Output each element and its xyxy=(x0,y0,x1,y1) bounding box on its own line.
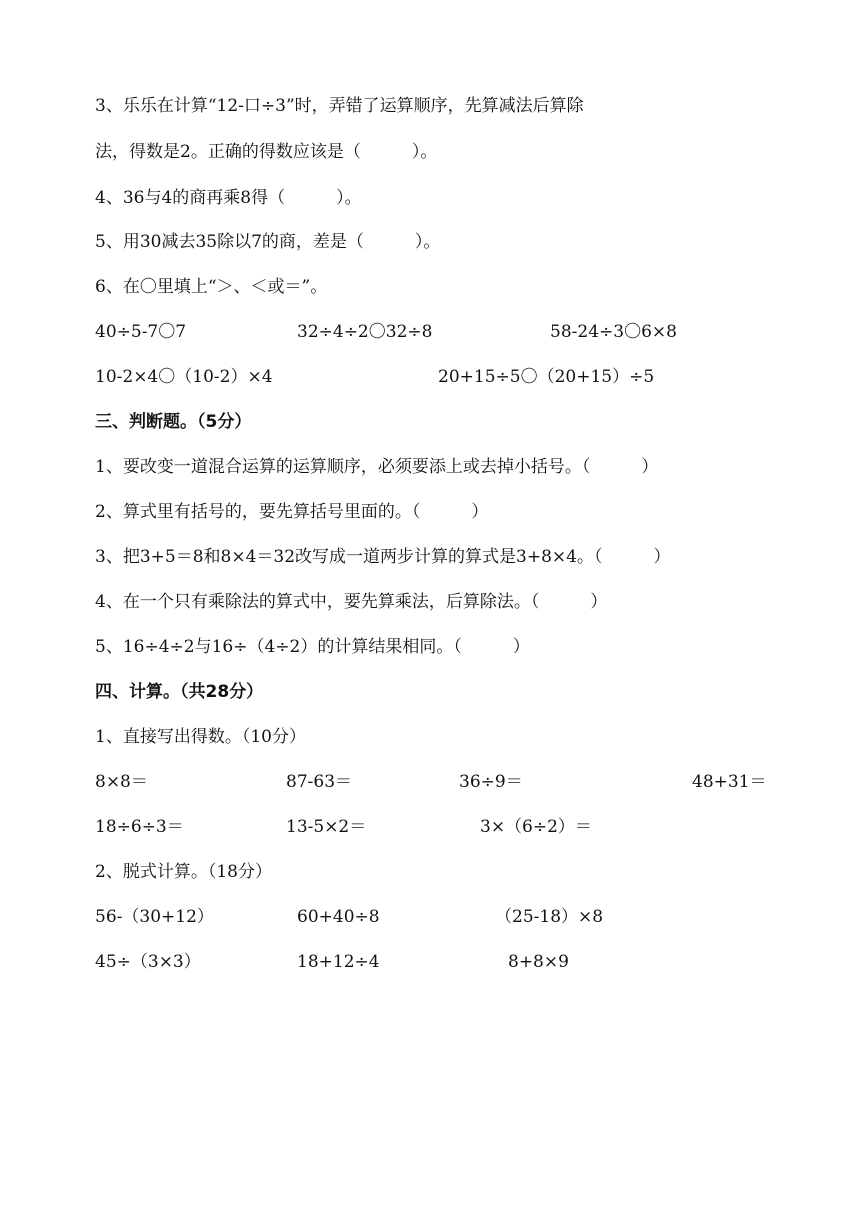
stepwise-calc-item: 60+40÷8 xyxy=(297,907,380,927)
stepwise-calc-item: （25-18）×8 xyxy=(495,907,604,927)
judge-item: 4、在一个只有乘除法的算式中，要先算乘法，后算除法。（ ） xyxy=(95,592,608,612)
question-3-line-1: 3、乐乐在计算“12-口÷3”时，弄错了运算顺序，先算减法后算除 xyxy=(95,96,584,116)
calc-subheading-2: 2、脱式计算。（18分） xyxy=(95,862,272,882)
calc-subheading-1: 1、直接写出得数。（10分） xyxy=(95,727,306,747)
judge-item: 2、算式里有括号的，要先算括号里面的。（ ） xyxy=(95,502,489,522)
oral-calc-item: 3×（6÷2）＝ xyxy=(480,817,592,837)
oral-calc-item: 13-5×2＝ xyxy=(286,817,367,837)
compare-item: 58-24÷3〇6×8 xyxy=(550,322,677,342)
oral-calc-item: 87-63＝ xyxy=(286,772,353,792)
question-6: 6、在〇里填上“＞、＜或＝”。 xyxy=(95,277,328,297)
oral-calc-item: 8×8＝ xyxy=(95,772,148,792)
question-3-line-2: 法，得数是2。正确的得数应该是（ ）。 xyxy=(95,142,438,162)
question-4: 4、36与4的商再乘8得（ ）。 xyxy=(95,188,362,208)
stepwise-calc-item: 45÷（3×3） xyxy=(95,952,201,972)
compare-item: 32÷4÷2〇32÷8 xyxy=(297,322,433,342)
judge-item: 5、16÷4÷2与16÷（4÷2）的计算结果相同。（ ） xyxy=(95,637,530,657)
section-heading-judge: 三、判断题。（5分） xyxy=(95,412,252,432)
stepwise-calc-item: 56-（30+12） xyxy=(95,907,214,927)
oral-calc-item: 36÷9＝ xyxy=(459,772,523,792)
judge-item: 3、把3+5＝8和8×4＝32改写成一道两步计算的算式是3+8×4。（ ） xyxy=(95,547,671,567)
compare-item: 40÷5-7〇7 xyxy=(95,322,187,342)
question-5: 5、用30减去35除以7的商，差是（ ）。 xyxy=(95,232,441,252)
stepwise-calc-item: 8+8×9 xyxy=(508,952,569,972)
oral-calc-item: 18÷6÷3＝ xyxy=(95,817,184,837)
judge-item: 1、要改变一道混合运算的运算顺序，必须要添上或去掉小括号。（ ） xyxy=(95,457,659,477)
compare-item: 20+15÷5〇（20+15）÷5 xyxy=(438,367,655,387)
stepwise-calc-item: 18+12÷4 xyxy=(297,952,380,972)
section-heading-calc: 四、计算。（共28分） xyxy=(95,682,264,702)
compare-item: 10-2×4〇（10-2）×4 xyxy=(95,367,273,387)
oral-calc-item: 48+31＝ xyxy=(692,772,767,792)
